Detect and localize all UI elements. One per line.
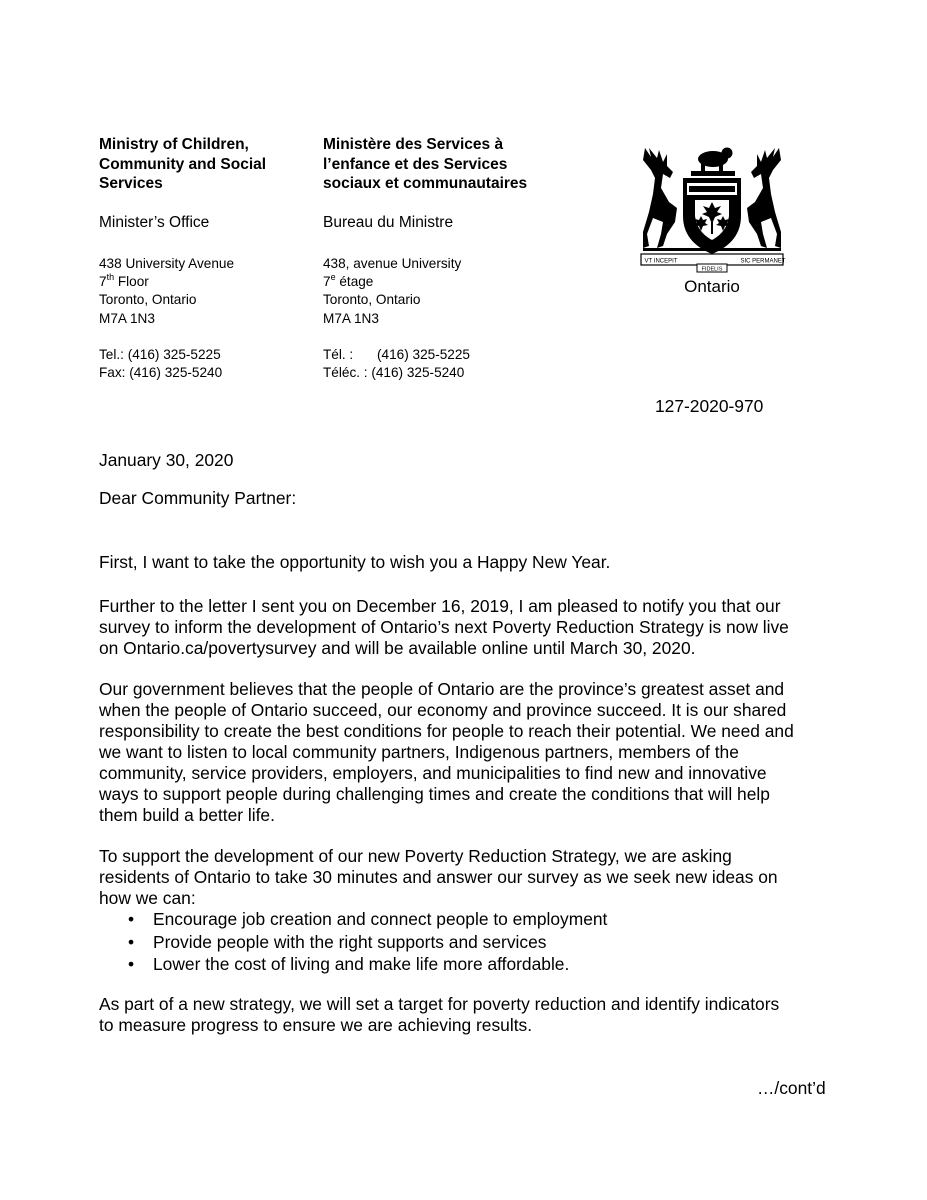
address-block-en xyxy=(99,255,234,328)
continued-marker: …/cont’d xyxy=(757,1078,826,1098)
ministry-name-line: Ministère des Services à xyxy=(323,136,504,153)
ministry-name-line: l’enfance et des Services xyxy=(323,155,508,173)
paragraph-line: to measure progress to ensure we are achieving results. xyxy=(99,1015,533,1035)
office-name-fr: Bureau du Ministre xyxy=(323,214,454,231)
list-item: • Lower the cost of living and make life more affordable. xyxy=(128,953,607,976)
paragraph-line: community, service providers, employers, and municipalities to find new and innovative xyxy=(99,763,767,783)
phone-number: Tél. : (416) 325-5225 xyxy=(323,347,470,362)
motto-right: SIC PERMANET xyxy=(740,258,786,265)
coat-of-arms-icon xyxy=(637,142,787,298)
list-item: • Encourage job creation and connect people to employment xyxy=(128,908,607,931)
paragraph-line: we want to listen to local community partners, Indigenous partners, members of the xyxy=(99,742,739,762)
paragraph-line: how we can: xyxy=(99,888,196,908)
paragraph-line: To support the development of our new Poverty Reduction Strategy, we are asking xyxy=(99,846,732,866)
salutation: Dear Community Partner: xyxy=(99,488,297,508)
motto-left: VT INCEPIT xyxy=(644,258,678,265)
ontario-coat-of-arms-logo xyxy=(637,142,787,298)
paragraph-survey-request xyxy=(99,846,839,909)
paragraph-line: responsibility to create the best conditions for people to reach their potential. We need and xyxy=(99,721,794,741)
ministry-name-line: Community and Social xyxy=(99,155,267,173)
fax-number: Téléc. : (416) 325-5240 xyxy=(323,365,465,381)
paragraph-line: ways to support people during challenging times and create the conditions that will help xyxy=(99,784,770,804)
paragraph-line: First, I want to take the opportunity to wish you a Happy New Year. xyxy=(99,552,611,572)
ministry-name-line: Ministry of Children, xyxy=(99,136,249,153)
paragraph-line: As part of a new strategy, we will set a target for poverty reduction and identify indicators xyxy=(99,994,780,1014)
ministry-name-line: sociaux et communautaires xyxy=(323,175,528,192)
ontario-wordmark: Ontario xyxy=(684,277,740,296)
paragraph-line: Further to the letter I sent you on December 16, 2019, I am pleased to notify you that our xyxy=(99,596,781,616)
paragraph-line: Our government believes that the people of Ontario are the province’s greatest asset and xyxy=(99,679,785,699)
contact-block-fr xyxy=(323,346,470,382)
survey-topics-list xyxy=(128,908,607,976)
paragraph-government-belief xyxy=(99,679,839,826)
motto-center: FIDELIS xyxy=(701,266,723,273)
address-floor: 7e étage xyxy=(323,272,374,290)
office-name-en: Minister’s Office xyxy=(99,214,210,231)
reference-number: 127-2020-970 xyxy=(655,396,764,416)
contact-block-en xyxy=(99,346,222,382)
list-item: • Provide people with the right supports and services xyxy=(128,931,607,954)
ministry-name-fr xyxy=(323,135,527,194)
address-floor: 7th Floor xyxy=(99,272,149,290)
paragraph-line: survey to inform the development of Ontario’s next Poverty Reduction Strategy is now live xyxy=(99,617,789,637)
address-postal: M7A 1N3 xyxy=(99,310,155,326)
fax-number: Fax: (416) 325-5240 xyxy=(99,365,223,381)
paragraph-line: residents of Ontario to take 30 minutes and answer our survey as we seek new ideas on xyxy=(99,867,778,887)
paragraph-line: them build a better life. xyxy=(99,805,275,825)
letter-date: January 30, 2020 xyxy=(99,450,234,470)
address-street: 438, avenue University xyxy=(323,256,462,271)
paragraph-greeting xyxy=(99,552,839,573)
paragraph-survey-announcement xyxy=(99,596,839,659)
paragraph-line: when the people of Ontario succeed, our economy and province succeed. It is our shared xyxy=(99,700,787,720)
ministry-name-en xyxy=(99,135,266,194)
ministry-name-line: Services xyxy=(99,175,163,192)
paragraph-line: on Ontario.ca/povertysurvey and will be available online until March 30, 2020. xyxy=(99,638,696,658)
phone-number: Tel.: (416) 325-5225 xyxy=(99,347,221,362)
address-city: Toronto, Ontario xyxy=(99,292,197,308)
address-block-fr xyxy=(323,255,461,328)
address-street: 438 University Avenue xyxy=(99,256,235,271)
address-postal: M7A 1N3 xyxy=(323,310,379,326)
address-city: Toronto, Ontario xyxy=(323,292,421,308)
paragraph-strategy-target xyxy=(99,994,839,1036)
